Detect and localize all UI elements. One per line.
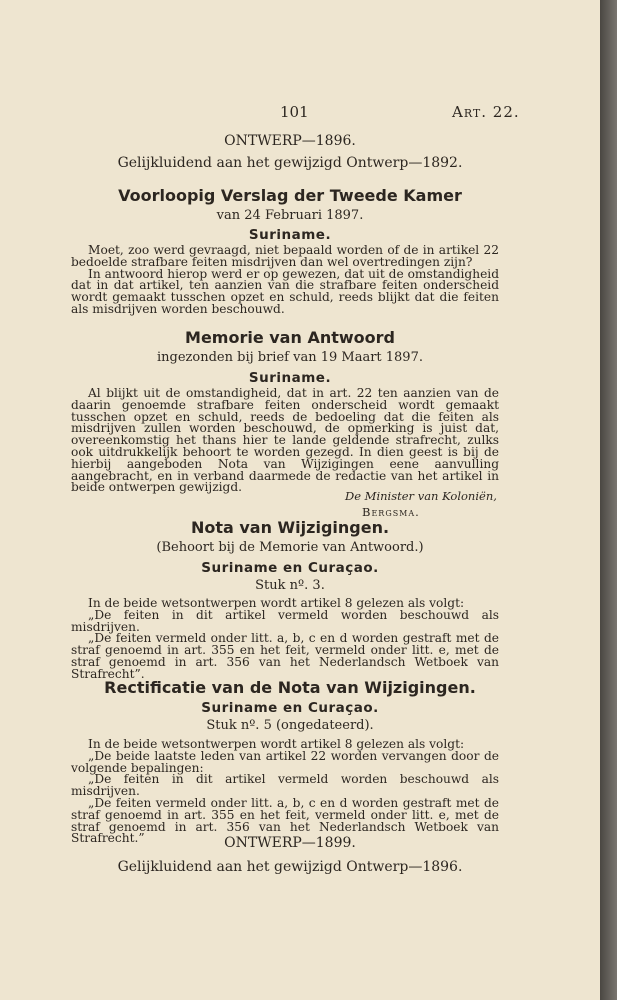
paragraph: Al blijkt uit de omstandigheid, dat in art. 22 ten aanzien van de daarin genoemde strafbare feiten onderscheid wordt gemaakt tusschen opzet en schuld, reeds de bedoeling dat die feiten als misdrijven zullen worden beschouwd, de opmerking is juist dat, overeenkomstig het thans hier te lande geldende strafrecht, zulks ook uitdrukkelijk behoort te worden gezegd. In dien geest is bij de hierbij aangeboden Nota van Wijzigingen eene aanvulling aangebracht, en in verband daarmede de redactie van het artikel in beide ontwerpen gewijzigd.	[71, 386, 499, 495]
section-title: Rectificatie van de Nota van Wijzigingen.	[104, 678, 476, 697]
section-title: Nota van Wijzigingen.	[190, 518, 390, 537]
document-number: Stuk nº. 5 (ongedateerd).	[206, 718, 374, 733]
paragraph: „De feiten vermeld onder litt. a, b, c en d worden gestraft met de straf genoemd in art. 355 en het feit, vermeld onder litt. e, met de straf genoemd in art. 356 van het Nederlandsch Wetboek van Strafrecht.”	[71, 795, 499, 846]
section-subtitle: Suriname.	[248, 227, 332, 243]
section-title: Memorie van Antwoord	[185, 328, 395, 347]
section-subtitle: Suriname.	[248, 370, 332, 386]
page-number: 101	[280, 103, 309, 121]
section-subtitle: Suriname en Curaçao.	[201, 700, 379, 716]
paragraph: Moet, zoo werd gevraagd, niet bepaald worden of de in artikel 22 bedoelde strafbare feiten misdrijven dan wel overtredingen zijn?	[71, 243, 499, 269]
body-text	[71, 388, 499, 494]
signature-name: Bergsma.	[362, 505, 420, 519]
signature-title: De Minister van Koloniën,	[345, 489, 497, 503]
section-subheading: Gelijkluidend aan het gewijzigd Ontwerp—1896.	[117, 859, 463, 875]
section-subheading: Gelijkluidend aan het gewijzigd Ontwerp—1892.	[117, 155, 463, 171]
section-heading: ONTWERP—1896.	[224, 133, 356, 149]
body-text	[71, 245, 499, 316]
body-text	[71, 739, 499, 845]
section-subtitle: Suriname en Curaçao.	[201, 560, 379, 576]
paragraph: „De feiten in dit artikel vermeld worden beschouwd als misdrijven.	[71, 772, 499, 799]
section-title: Voorloopig Verslag der Tweede Kamer	[118, 186, 462, 205]
section-date: van 24 Februari 1897.	[216, 208, 364, 223]
paragraph: In de beide wetsontwerpen wordt artikel 8 gelezen als volgt:	[88, 596, 465, 610]
article-reference: Art. 22.	[452, 103, 520, 121]
section-note: (Behoort bij de Memorie van Antwoord.)	[156, 540, 424, 555]
paragraph: „De feiten vermeld onder litt. a, b, c en d worden gestraft met de straf genoemd in art. 355 en het feit, vermeld onder litt. e, met de straf genoemd in art. 356 van het Nederlandsch Wetboek van Strafrecht”.	[71, 631, 499, 681]
document-number: Stuk nº. 3.	[255, 578, 325, 593]
paragraph: „De feiten in dit artikel vermeld worden beschouwd als misdrijven.	[71, 607, 499, 634]
section-heading: ONTWERP—1899.	[224, 835, 356, 851]
paragraph: In antwoord hierop werd er op gewezen, dat uit de omstandigheid dat in dat artikel, ten aanzien van die strafbare feiten onderscheid wordt gemaakt tusschen opzet en schuld, reeds blijkt dat die feiten als misdrijven worden beschouwd.	[71, 266, 499, 316]
body-text	[71, 598, 499, 681]
paragraph: In de beide wetsontwerpen wordt artikel 8 gelezen als volgt:	[88, 737, 465, 751]
paragraph: „De beide laatste leden van artikel 22 worden vervangen door de volgende bepalingen:	[71, 748, 499, 775]
section-date: ingezonden bij brief van 19 Maart 1897.	[157, 350, 423, 365]
book-edge	[600, 0, 617, 1000]
